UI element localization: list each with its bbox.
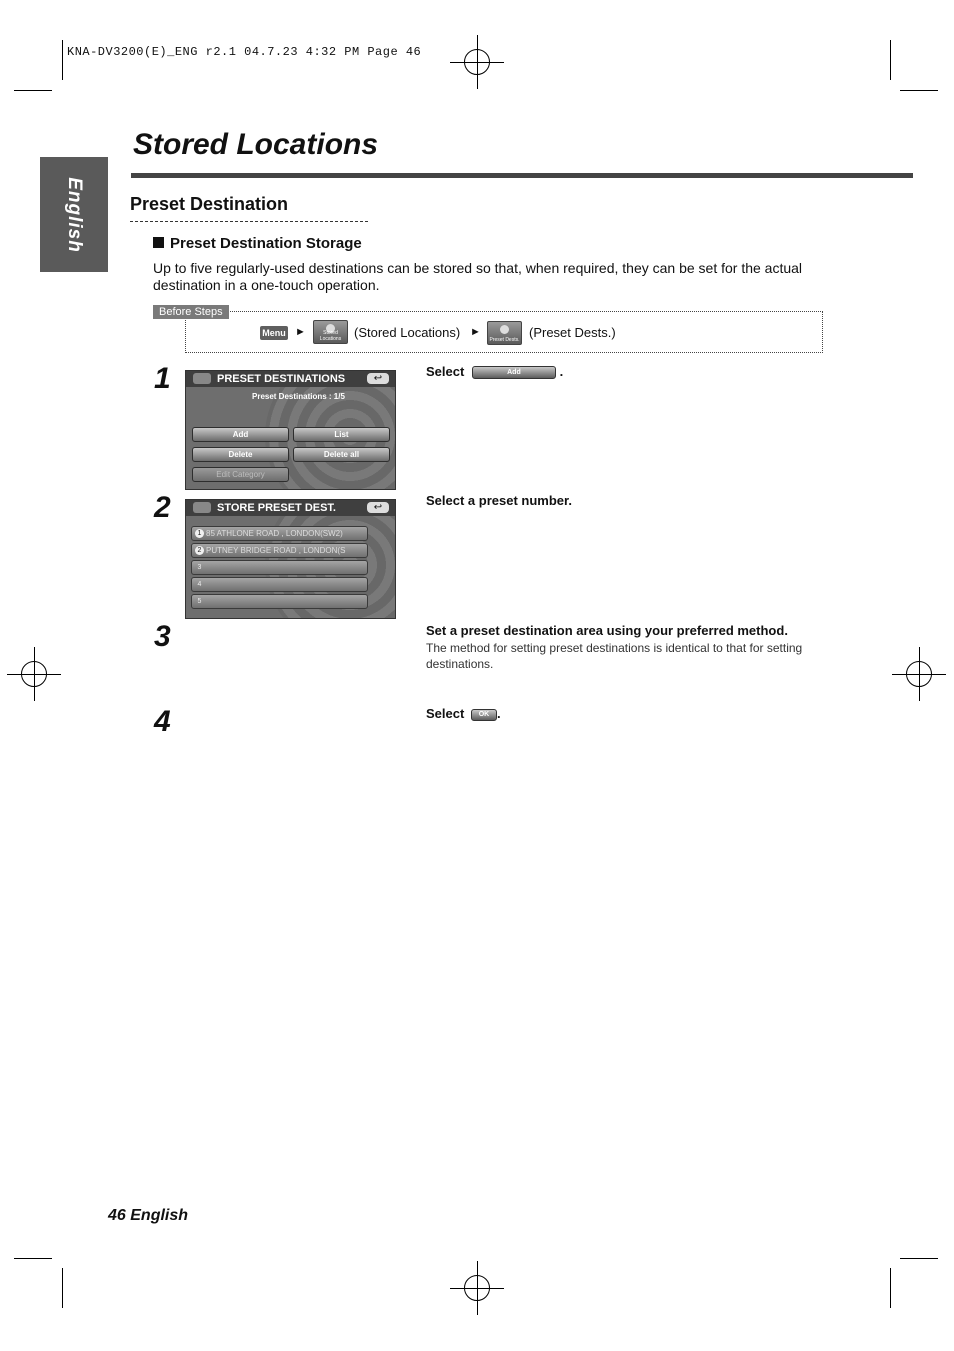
registration-mark <box>21 661 47 687</box>
subsection-heading-text: Preset Destination Storage <box>170 235 362 252</box>
stored-icon-caption: Stored Locations <box>319 330 342 342</box>
preset-destinations-screenshot <box>185 370 396 490</box>
intro-paragraph: Up to five regularly-used destinations can be stored so that, when required, they can be set for the actual destination in a one-touch operation. <box>153 260 803 293</box>
preset-number: 2 <box>195 546 204 555</box>
preset-row <box>191 577 368 592</box>
crop-mark <box>14 90 52 91</box>
edit-category-button: Edit Category <box>192 467 289 482</box>
preset-row <box>191 560 368 575</box>
step-1-instruction <box>426 364 563 379</box>
list-button: List <box>293 427 390 442</box>
crop-mark <box>890 40 891 80</box>
back-icon: ↩ <box>367 373 389 384</box>
preset-address: PUTNEY BRIDGE ROAD , LONDON(S <box>206 546 346 555</box>
step-punct: . <box>559 364 564 379</box>
page-title: Stored Locations <box>133 128 379 161</box>
ok-button-icon: OK <box>471 709 497 721</box>
preset-number: 5 <box>197 598 202 605</box>
step-text: Select <box>426 706 465 721</box>
step-text: Set a preset destination area using your preferred method. <box>426 623 788 638</box>
crop-mark <box>62 1268 63 1308</box>
add-button-icon: Add <box>472 366 556 379</box>
delete-all-button: Delete all <box>293 447 390 462</box>
step-number: 2 <box>154 491 171 524</box>
preset-address: 85 ATHLONE ROAD , LONDON(SW2) <box>206 529 343 538</box>
preset-icon-caption: Preset Dests. <box>489 337 520 343</box>
stored-locations-icon <box>313 320 348 344</box>
crop-mark <box>14 1258 52 1259</box>
menu-button-icon: Menu <box>260 326 288 340</box>
arrow-right-icon: ► <box>470 326 481 338</box>
home-icon <box>193 373 211 384</box>
preset-dests-icon <box>487 321 522 345</box>
preset-number: 4 <box>197 581 202 588</box>
step-text: Select <box>426 364 465 379</box>
title-rule <box>131 173 913 178</box>
step-punct: . <box>496 706 501 721</box>
screen-title: PRESET DESTINATIONS <box>217 373 346 385</box>
delete-button: Delete <box>192 447 289 462</box>
language-side-tab <box>40 157 108 272</box>
registration-mark <box>464 49 490 75</box>
step-note: The method for setting preset destinations is identical to that for setting destinations. <box>426 641 803 671</box>
preset-number: 1 <box>195 529 204 538</box>
step-3-instruction <box>426 622 816 672</box>
step-2-instruction: Select a preset number. <box>426 493 572 508</box>
registration-mark <box>464 1275 490 1301</box>
stored-locations-text: (Stored Locations) <box>354 325 461 340</box>
section-heading: Preset Destination <box>130 194 289 214</box>
square-bullet-icon <box>153 237 164 248</box>
preset-dests-text: (Preset Dests.) <box>529 325 616 340</box>
preset-row <box>191 594 368 609</box>
print-slug: KNA-DV3200(E)_ENG r2.1 04.7.23 4:32 PM Page 46 <box>67 45 422 59</box>
step-number: 4 <box>154 705 171 738</box>
preset-count: Preset Destinations : 1/5 <box>252 392 345 401</box>
back-icon: ↩ <box>367 502 389 513</box>
step-number: 1 <box>154 362 171 395</box>
preset-row <box>191 543 368 558</box>
preset-row <box>191 526 368 541</box>
add-button: Add <box>192 427 289 442</box>
side-tab-label: English <box>64 176 85 253</box>
step-4-instruction <box>426 706 501 721</box>
home-icon <box>193 502 211 513</box>
crop-mark <box>890 1268 891 1308</box>
section-dash-rule <box>130 221 368 222</box>
arrow-right-icon: ► <box>295 326 306 338</box>
subsection-heading <box>153 235 362 252</box>
before-steps-tag: Before Steps <box>153 305 229 319</box>
preset-number: 3 <box>197 564 202 571</box>
crop-mark <box>900 90 938 91</box>
store-preset-dest-screenshot <box>185 499 396 619</box>
crop-mark <box>62 40 63 80</box>
crop-mark <box>900 1258 938 1259</box>
page-footer: 46 English <box>108 1207 189 1224</box>
step-number: 3 <box>154 620 171 653</box>
registration-mark <box>906 661 932 687</box>
screen-title: STORE PRESET DEST. <box>217 502 336 514</box>
